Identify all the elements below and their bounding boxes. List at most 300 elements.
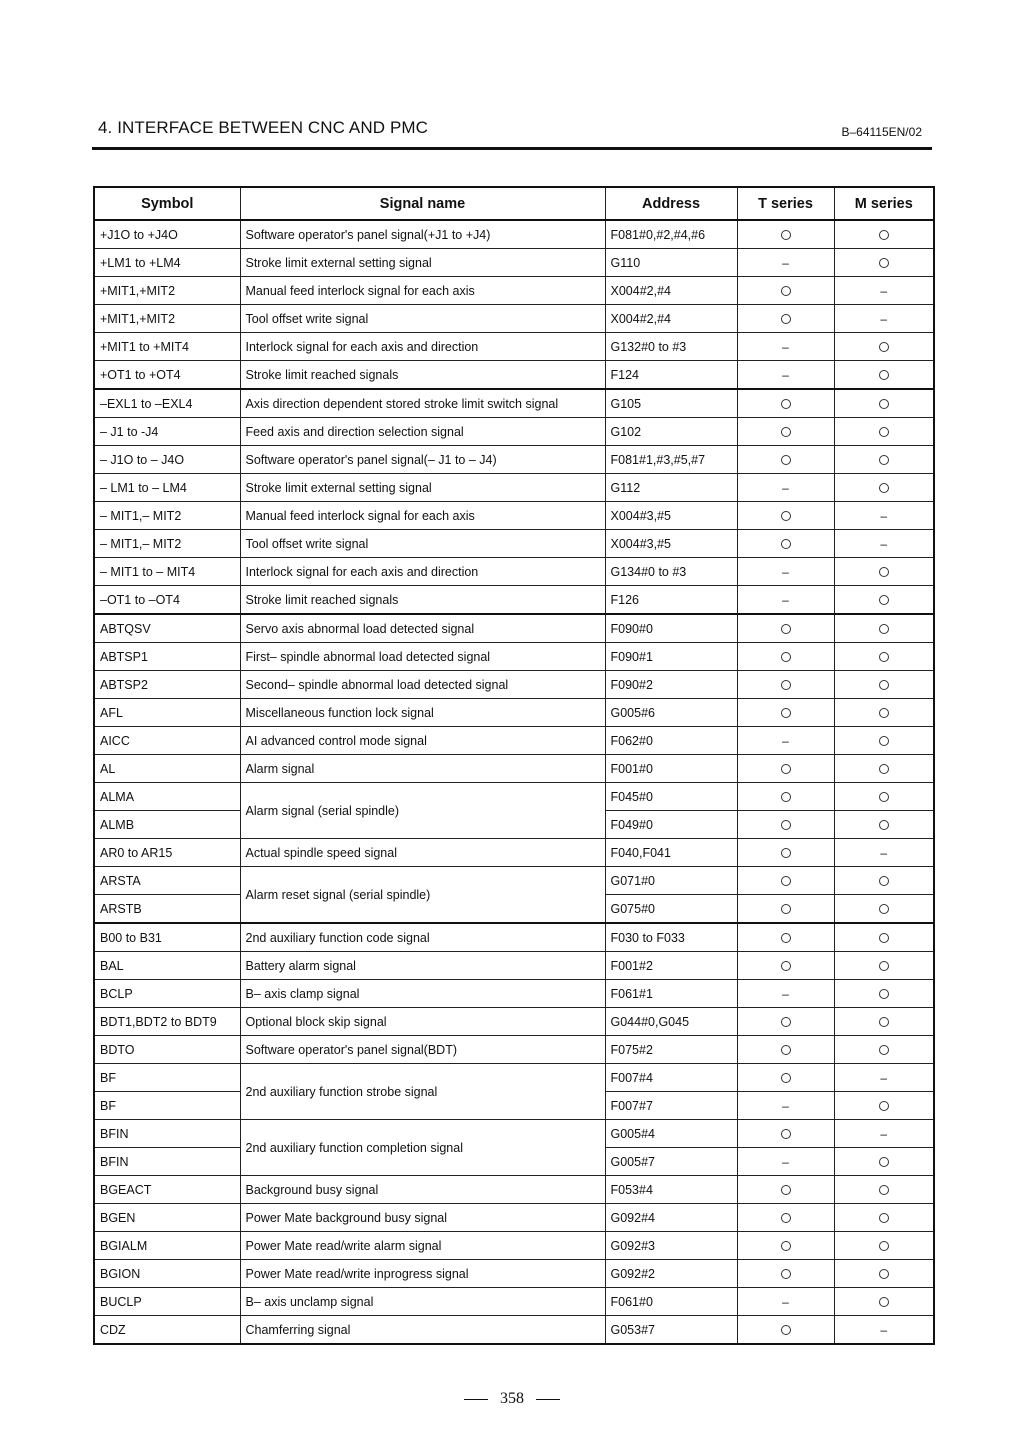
cell-symbol: BGION (94, 1260, 240, 1288)
cell-t-series (737, 418, 834, 446)
cell-address: F053#4 (605, 1176, 737, 1204)
cell-signal-name: 2nd auxiliary function code signal (240, 923, 605, 952)
table-row (94, 952, 934, 980)
cell-symbol: ALMB (94, 811, 240, 839)
cell-m-series (834, 643, 934, 671)
cell-t-series (737, 671, 834, 699)
cell-address: F001#0 (605, 755, 737, 783)
cell-t-series (737, 1204, 834, 1232)
cell-signal-name: Software operator's panel signal(– J1 to – J4) (240, 446, 605, 474)
footer-rule-right (536, 1399, 560, 1400)
cell-signal-name: Software operator's panel signal(+J1 to +J4) (240, 220, 605, 249)
cell-symbol: BGIALM (94, 1232, 240, 1260)
supported-circle-icon (879, 1269, 889, 1279)
header-rule (92, 147, 932, 150)
cell-m-series (834, 249, 934, 277)
cell-m-series (834, 333, 934, 361)
cell-address: G132#0 to #3 (605, 333, 737, 361)
cell-m-series (834, 1176, 934, 1204)
cell-signal-name: Software operator's panel signal(BDT) (240, 1036, 605, 1064)
not-supported-dash: – (880, 311, 888, 326)
not-supported-dash: – (782, 564, 789, 579)
cell-address: F049#0 (605, 811, 737, 839)
supported-circle-icon (879, 399, 889, 409)
table-row (94, 643, 934, 671)
table-row (94, 1316, 934, 1345)
cell-address: F007#7 (605, 1092, 737, 1120)
supported-circle-icon (781, 933, 791, 943)
cell-m-series (834, 952, 934, 980)
cell-signal-name: Alarm signal (240, 755, 605, 783)
supported-circle-icon (781, 427, 791, 437)
supported-circle-icon (879, 1045, 889, 1055)
cell-t-series (737, 277, 834, 305)
table-row (94, 755, 934, 783)
cell-m-series (834, 1092, 934, 1120)
cell-signal-name: Feed axis and direction selection signal (240, 418, 605, 446)
cell-address: F090#0 (605, 614, 737, 643)
table-row (94, 558, 934, 586)
cell-m-series (834, 474, 934, 502)
supported-circle-icon (781, 680, 791, 690)
supported-circle-icon (781, 314, 791, 324)
cell-m-series (834, 1260, 934, 1288)
cell-m-series (834, 1064, 934, 1092)
cell-t-series (737, 755, 834, 783)
cell-signal-name: Stroke limit reached signals (240, 586, 605, 615)
cell-signal-name: Manual feed interlock signal for each axis (240, 502, 605, 530)
column-header-signal-name: Signal name (240, 187, 605, 220)
table-row (94, 671, 934, 699)
cell-symbol: BDTO (94, 1036, 240, 1064)
cell-symbol: BF (94, 1064, 240, 1092)
cell-address: G075#0 (605, 895, 737, 924)
cell-t-series (737, 558, 834, 586)
cell-address: F124 (605, 361, 737, 390)
cell-t-series (737, 867, 834, 895)
cell-t-series (737, 1092, 834, 1120)
cell-signal-name: Power Mate read/write inprogress signal (240, 1260, 605, 1288)
cell-t-series (737, 333, 834, 361)
cell-m-series (834, 1316, 934, 1345)
supported-circle-icon (879, 1157, 889, 1167)
cell-t-series (737, 980, 834, 1008)
cell-t-series (737, 783, 834, 811)
cell-symbol: – LM1 to – LM4 (94, 474, 240, 502)
cell-address: X004#2,#4 (605, 277, 737, 305)
supported-circle-icon (879, 904, 889, 914)
supported-circle-icon (879, 1213, 889, 1223)
not-supported-dash: – (880, 536, 888, 551)
table-row (94, 249, 934, 277)
supported-circle-icon (879, 736, 889, 746)
cell-m-series (834, 361, 934, 390)
cell-t-series (737, 643, 834, 671)
supported-circle-icon (781, 455, 791, 465)
cell-address: F081#1,#3,#5,#7 (605, 446, 737, 474)
cell-symbol: – MIT1 to – MIT4 (94, 558, 240, 586)
cell-t-series (737, 1148, 834, 1176)
supported-circle-icon (781, 1129, 791, 1139)
table-row (94, 305, 934, 333)
supported-circle-icon (781, 708, 791, 718)
signal-table (93, 186, 935, 1345)
cell-t-series (737, 699, 834, 727)
supported-circle-icon (781, 820, 791, 830)
not-supported-dash: – (880, 1126, 888, 1141)
cell-signal-name: Tool offset write signal (240, 305, 605, 333)
column-header-t-series: T series (737, 187, 834, 220)
supported-circle-icon (879, 483, 889, 493)
supported-circle-icon (879, 1241, 889, 1251)
cell-m-series (834, 1120, 934, 1148)
cell-address: F040,F041 (605, 839, 737, 867)
supported-circle-icon (879, 989, 889, 999)
cell-signal-name: Axis direction dependent stored stroke limit switch signal (240, 389, 605, 418)
cell-address: F090#1 (605, 643, 737, 671)
supported-circle-icon (879, 342, 889, 352)
supported-circle-icon (781, 1325, 791, 1335)
table-row (94, 1204, 934, 1232)
cell-address: G102 (605, 418, 737, 446)
cell-t-series (737, 839, 834, 867)
cell-t-series (737, 614, 834, 643)
document-code: B–64115EN/02 (841, 125, 922, 139)
table-row (94, 1176, 934, 1204)
not-supported-dash: – (880, 845, 888, 860)
cell-t-series (737, 1176, 834, 1204)
cell-address: G092#2 (605, 1260, 737, 1288)
cell-address: F030 to F033 (605, 923, 737, 952)
table-row (94, 923, 934, 952)
cell-symbol: AL (94, 755, 240, 783)
table-row (94, 1260, 934, 1288)
cell-signal-name: Miscellaneous function lock signal (240, 699, 605, 727)
cell-t-series (737, 1036, 834, 1064)
cell-symbol: AFL (94, 699, 240, 727)
cell-t-series (737, 923, 834, 952)
cell-address: F062#0 (605, 727, 737, 755)
supported-circle-icon (879, 595, 889, 605)
supported-circle-icon (781, 1017, 791, 1027)
cell-symbol: BFIN (94, 1120, 240, 1148)
cell-address: F001#2 (605, 952, 737, 980)
supported-circle-icon (781, 624, 791, 634)
cell-t-series (737, 1064, 834, 1092)
supported-circle-icon (781, 876, 791, 886)
table-row (94, 277, 934, 305)
cell-symbol: +OT1 to +OT4 (94, 361, 240, 390)
supported-circle-icon (781, 764, 791, 774)
cell-t-series (737, 249, 834, 277)
table-row (94, 586, 934, 615)
cell-signal-name: Power Mate read/write alarm signal (240, 1232, 605, 1260)
cell-signal-name: Actual spindle speed signal (240, 839, 605, 867)
supported-circle-icon (879, 792, 889, 802)
table-row (94, 867, 934, 895)
cell-t-series (737, 727, 834, 755)
cell-symbol: – MIT1,– MIT2 (94, 502, 240, 530)
cell-signal-name: Interlock signal for each axis and direction (240, 333, 605, 361)
cell-t-series (737, 220, 834, 249)
cell-m-series (834, 502, 934, 530)
cell-m-series (834, 923, 934, 952)
cell-t-series (737, 586, 834, 615)
table-row (94, 418, 934, 446)
cell-signal-name: Background busy signal (240, 1176, 605, 1204)
cell-t-series (737, 1316, 834, 1345)
cell-m-series (834, 839, 934, 867)
cell-symbol: ARSTA (94, 867, 240, 895)
supported-circle-icon (879, 652, 889, 662)
cell-signal-name: Interlock signal for each axis and direction (240, 558, 605, 586)
page-footer (0, 1390, 1024, 1408)
table-row (94, 361, 934, 390)
cell-m-series (834, 783, 934, 811)
not-supported-dash: – (782, 339, 789, 354)
cell-symbol: –OT1 to –OT4 (94, 586, 240, 615)
cell-symbol: – J1 to -J4 (94, 418, 240, 446)
not-supported-dash: – (782, 1098, 789, 1113)
not-supported-dash: – (880, 1070, 888, 1085)
cell-m-series (834, 1288, 934, 1316)
not-supported-dash: – (782, 480, 789, 495)
cell-m-series (834, 586, 934, 615)
cell-m-series (834, 558, 934, 586)
cell-address: X004#3,#5 (605, 502, 737, 530)
supported-circle-icon (781, 904, 791, 914)
cell-address: G005#4 (605, 1120, 737, 1148)
column-header-address: Address (605, 187, 737, 220)
cell-signal-name: AI advanced control mode signal (240, 727, 605, 755)
cell-t-series (737, 895, 834, 924)
table-row (94, 530, 934, 558)
cell-t-series (737, 952, 834, 980)
not-supported-dash: – (782, 986, 789, 1001)
section-title: 4. INTERFACE BETWEEN CNC AND PMC (98, 118, 429, 137)
supported-circle-icon (879, 455, 889, 465)
cell-t-series (737, 361, 834, 390)
cell-symbol: +J1O to +J4O (94, 220, 240, 249)
cell-t-series (737, 389, 834, 418)
cell-signal-name: Optional block skip signal (240, 1008, 605, 1036)
cell-t-series (737, 1260, 834, 1288)
table-row (94, 1008, 934, 1036)
cell-signal-name: Chamferring signal (240, 1316, 605, 1345)
supported-circle-icon (879, 370, 889, 380)
cell-symbol: BDT1,BDT2 to BDT9 (94, 1008, 240, 1036)
cell-signal-name: 2nd auxiliary function completion signal (240, 1120, 605, 1176)
supported-circle-icon (879, 567, 889, 577)
cell-address: G044#0,G045 (605, 1008, 737, 1036)
cell-signal-name: B– axis unclamp signal (240, 1288, 605, 1316)
cell-m-series (834, 1008, 934, 1036)
cell-signal-name: Second– spindle abnormal load detected signal (240, 671, 605, 699)
cell-symbol: CDZ (94, 1316, 240, 1345)
cell-signal-name: Servo axis abnormal load detected signal (240, 614, 605, 643)
cell-m-series (834, 220, 934, 249)
cell-symbol: –EXL1 to –EXL4 (94, 389, 240, 418)
table-row (94, 1288, 934, 1316)
cell-m-series (834, 418, 934, 446)
cell-m-series (834, 867, 934, 895)
cell-symbol: ALMA (94, 783, 240, 811)
supported-circle-icon (781, 961, 791, 971)
cell-signal-name: Stroke limit reached signals (240, 361, 605, 390)
table-body (94, 220, 934, 1344)
cell-symbol: BFIN (94, 1148, 240, 1176)
table-row (94, 727, 934, 755)
cell-address: F007#4 (605, 1064, 737, 1092)
cell-symbol: B00 to B31 (94, 923, 240, 952)
cell-m-series (834, 1036, 934, 1064)
supported-circle-icon (781, 1213, 791, 1223)
supported-circle-icon (879, 427, 889, 437)
table-row (94, 220, 934, 249)
cell-address: G110 (605, 249, 737, 277)
supported-circle-icon (781, 1269, 791, 1279)
cell-address: F061#0 (605, 1288, 737, 1316)
cell-address: G005#6 (605, 699, 737, 727)
cell-symbol: BUCLP (94, 1288, 240, 1316)
column-header-symbol: Symbol (94, 187, 240, 220)
cell-m-series (834, 895, 934, 924)
cell-t-series (737, 1288, 834, 1316)
table-row (94, 783, 934, 811)
cell-m-series (834, 530, 934, 558)
cell-m-series (834, 389, 934, 418)
cell-symbol: +MIT1,+MIT2 (94, 305, 240, 333)
cell-symbol: BCLP (94, 980, 240, 1008)
cell-address: X004#3,#5 (605, 530, 737, 558)
cell-symbol: – MIT1,– MIT2 (94, 530, 240, 558)
cell-signal-name: Alarm reset signal (serial spindle) (240, 867, 605, 924)
not-supported-dash: – (782, 255, 789, 270)
supported-circle-icon (879, 1297, 889, 1307)
page-number: 358 (500, 1390, 524, 1407)
cell-signal-name: Alarm signal (serial spindle) (240, 783, 605, 839)
cell-signal-name: Manual feed interlock signal for each axis (240, 277, 605, 305)
table-row (94, 980, 934, 1008)
supported-circle-icon (879, 624, 889, 634)
not-supported-dash: – (880, 508, 888, 523)
table-row (94, 446, 934, 474)
cell-t-series (737, 446, 834, 474)
cell-address: F090#2 (605, 671, 737, 699)
supported-circle-icon (879, 258, 889, 268)
cell-address: G053#7 (605, 1316, 737, 1345)
cell-m-series (834, 727, 934, 755)
table-row (94, 474, 934, 502)
not-supported-dash: – (782, 592, 789, 607)
cell-symbol: BGEACT (94, 1176, 240, 1204)
cell-symbol: +LM1 to +LM4 (94, 249, 240, 277)
cell-signal-name: Power Mate background busy signal (240, 1204, 605, 1232)
cell-symbol: +MIT1 to +MIT4 (94, 333, 240, 361)
cell-signal-name: Tool offset write signal (240, 530, 605, 558)
cell-m-series (834, 277, 934, 305)
cell-symbol: AICC (94, 727, 240, 755)
not-supported-dash: – (782, 367, 789, 382)
cell-m-series (834, 1148, 934, 1176)
cell-address: F081#0,#2,#4,#6 (605, 220, 737, 249)
table-row (94, 502, 934, 530)
cell-symbol: BF (94, 1092, 240, 1120)
cell-symbol: AR0 to AR15 (94, 839, 240, 867)
supported-circle-icon (781, 1241, 791, 1251)
cell-m-series (834, 755, 934, 783)
cell-m-series (834, 305, 934, 333)
not-supported-dash: – (880, 1322, 888, 1337)
cell-symbol: ABTSP2 (94, 671, 240, 699)
supported-circle-icon (781, 230, 791, 240)
not-supported-dash: – (782, 1294, 789, 1309)
supported-circle-icon (879, 1017, 889, 1027)
cell-address: G071#0 (605, 867, 737, 895)
cell-m-series (834, 1232, 934, 1260)
cell-address: G092#4 (605, 1204, 737, 1232)
supported-circle-icon (879, 876, 889, 886)
cell-t-series (737, 811, 834, 839)
cell-signal-name: First– spindle abnormal load detected signal (240, 643, 605, 671)
supported-circle-icon (781, 652, 791, 662)
table-row (94, 1064, 934, 1092)
supported-circle-icon (781, 1185, 791, 1195)
cell-m-series (834, 699, 934, 727)
cell-symbol: +MIT1,+MIT2 (94, 277, 240, 305)
supported-circle-icon (781, 792, 791, 802)
cell-signal-name: B– axis clamp signal (240, 980, 605, 1008)
cell-t-series (737, 1120, 834, 1148)
not-supported-dash: – (782, 733, 789, 748)
cell-t-series (737, 474, 834, 502)
supported-circle-icon (781, 511, 791, 521)
cell-address: G134#0 to #3 (605, 558, 737, 586)
cell-signal-name: Battery alarm signal (240, 952, 605, 980)
table-row (94, 1120, 934, 1148)
cell-address: G092#3 (605, 1232, 737, 1260)
cell-symbol: ABTSP1 (94, 643, 240, 671)
cell-address: G005#7 (605, 1148, 737, 1176)
cell-symbol: ABTQSV (94, 614, 240, 643)
table-row (94, 1232, 934, 1260)
cell-m-series (834, 1204, 934, 1232)
cell-symbol: BAL (94, 952, 240, 980)
cell-address: F061#1 (605, 980, 737, 1008)
cell-address: F045#0 (605, 783, 737, 811)
table-row (94, 1036, 934, 1064)
cell-address: G112 (605, 474, 737, 502)
cell-symbol: BGEN (94, 1204, 240, 1232)
cell-symbol: – J1O to – J4O (94, 446, 240, 474)
supported-circle-icon (879, 764, 889, 774)
supported-circle-icon (879, 708, 889, 718)
cell-m-series (834, 980, 934, 1008)
cell-t-series (737, 502, 834, 530)
cell-symbol: ARSTB (94, 895, 240, 924)
supported-circle-icon (781, 286, 791, 296)
table-header-row (94, 187, 934, 220)
supported-circle-icon (879, 961, 889, 971)
cell-m-series (834, 446, 934, 474)
cell-signal-name: Stroke limit external setting signal (240, 249, 605, 277)
cell-address: G105 (605, 389, 737, 418)
table-row (94, 699, 934, 727)
cell-t-series (737, 305, 834, 333)
supported-circle-icon (879, 1185, 889, 1195)
cell-t-series (737, 530, 834, 558)
not-supported-dash: – (782, 1154, 789, 1169)
